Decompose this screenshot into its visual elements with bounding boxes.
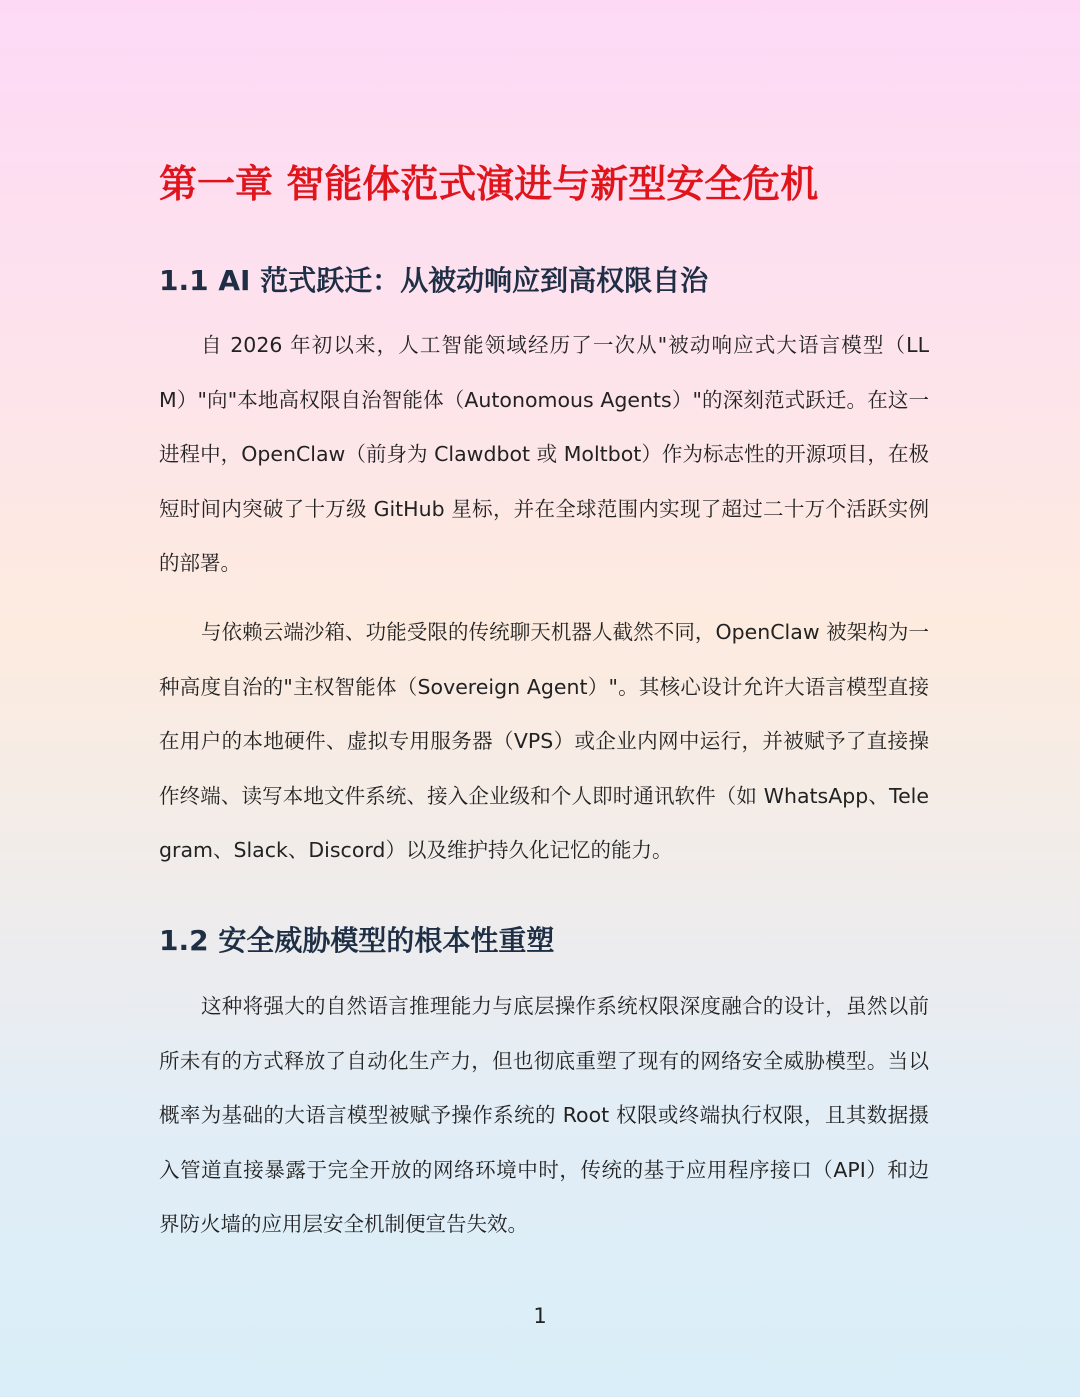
page-number: 1 — [533, 1304, 547, 1328]
section-heading-1-2: 1.2 安全威胁模型的根本性重塑 — [159, 924, 555, 957]
section-1-2-paragraph-1: 这种将强大的自然语言推理能力与底层操作系统权限深度融合的设计，虽然以前所未有的方式释放了自动化生产力，但也彻底重塑了现有的网络安全威胁模型。当以概率为基础的大语言模型被赋予操作系统的 Root 权限或终端执行权限，且其数据摄入管道直接暴露于完全开放的网络环境中时，传统的基于应用程序接口（API）和边界防火墙的应用层安全机制便宣告失效。 — [159, 994, 929, 1236]
chapter-title: 第一章 智能体范式演进与新型安全危机 — [159, 162, 819, 206]
section-1-1-paragraph-2: 与依赖云端沙箱、功能受限的传统聊天机器人截然不同，OpenClaw 被架构为一种高度自治的"主权智能体（Sovereign Agent）"。其核心设计允许大语言模型直接在用户的本地硬件、虚拟专用服务器（VPS）或企业内网中运行，并被赋予了直接操作终端、读写本地文件系统、接入企业级和个人即时通讯软件（如 WhatsApp、Telegram、Slack、Discord）以及维护持久化记忆的能力。 — [159, 620, 929, 862]
section-heading-1-1: 1.1 AI 范式跃迁：从被动响应到高权限自治 — [159, 264, 709, 297]
section-1-1-paragraph-1: 自 2026 年初以来，人工智能领域经历了一次从"被动响应式大语言模型（LLM）"向"本地高权限自治智能体（Autonomous Agents）"的深刻范式跃迁。在这一进程中，OpenClaw（前身为 Clawdbot 或 Moltbot）作为标志性的开源项目，在极短时间内突破了十万级 GitHub 星标，并在全球范围内实现了超过二十万个活跃实例的部署。 — [159, 333, 929, 575]
